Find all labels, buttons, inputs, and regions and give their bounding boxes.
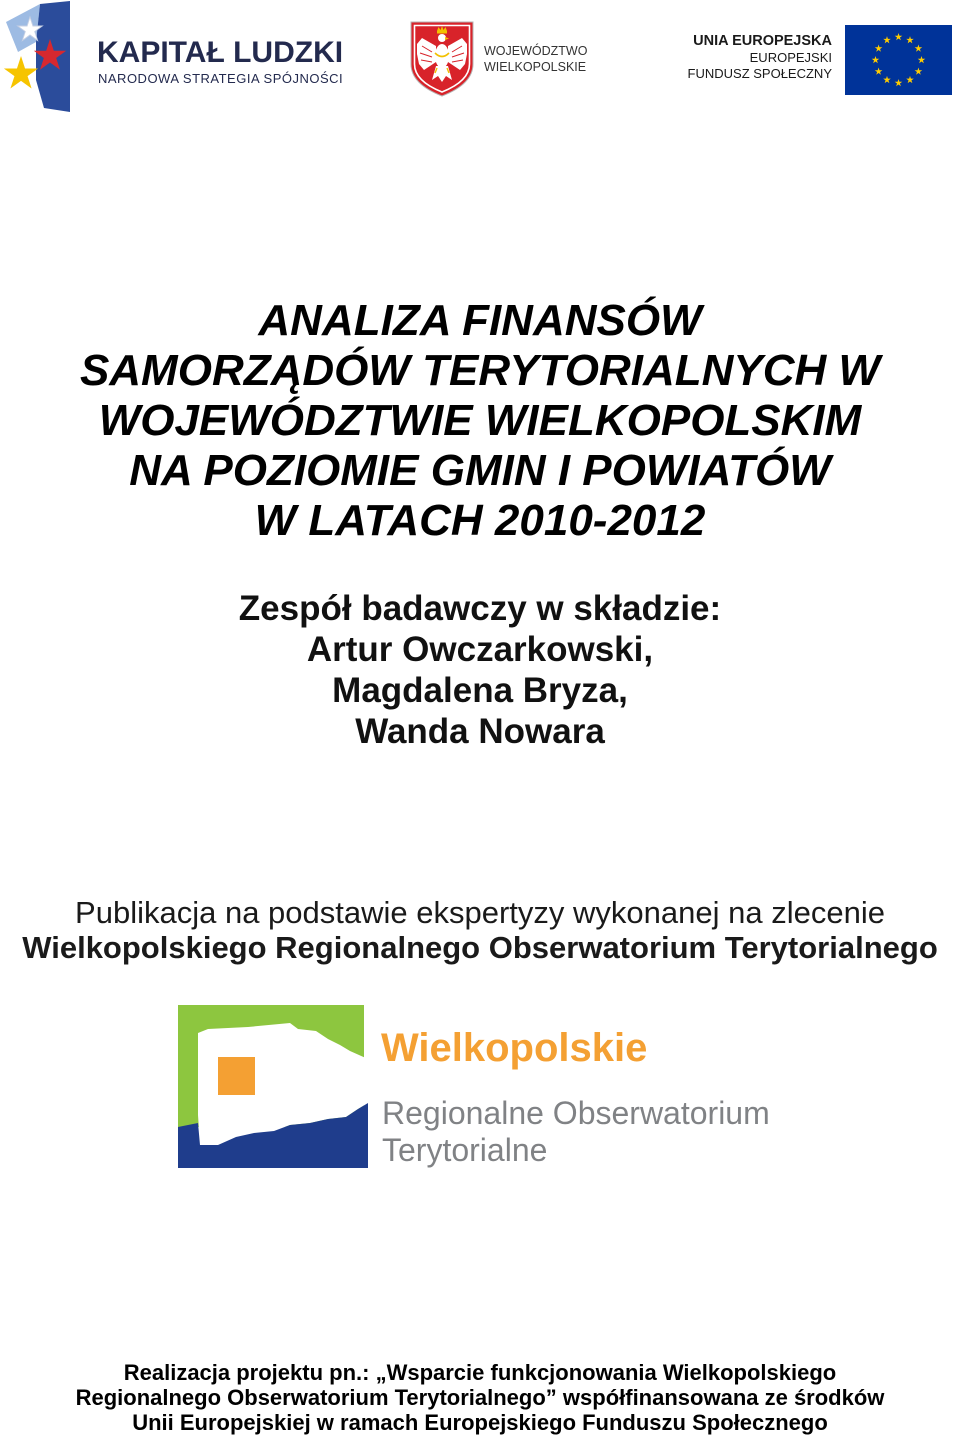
footer-line: Unii Europejskiej w ramach Europejskiego Funduszu Społecznego [132,1410,828,1435]
report-title [0,296,960,546]
team-heading: Zespół badawczy w składzie: [238,589,722,628]
wrot-logo-line1: Regionalne Obserwatorium [382,1095,770,1131]
kapital-ludzki-title: KAPITAŁ LUDZKI [97,36,344,69]
commission-note [0,895,960,965]
report-title-line: W LATACH 2010-2012 [254,496,706,545]
report-title-line: SAMORZĄDÓW TERYTORIALNYCH W [79,346,881,395]
wojewodztwo-line2: WIELKOPOLSKIE [484,60,587,74]
report-title-line: ANALIZA FINANSÓW [258,296,702,345]
eu-line3: FUNDUSZ SPOŁECZNY [687,66,832,81]
team-member: Wanda Nowara [355,712,605,751]
wrot-logo-name: Wielkopolskie [381,1026,648,1070]
eu-line1: UNIA EUROPEJSKA [693,33,832,49]
report-title-line: WOJEWÓDZTWIE WIELKOPOLSKIM [98,396,862,445]
footer-line: Regionalnego Obserwatorium Terytorialnego” współfinansowana ze środków [75,1385,885,1410]
wielkopolska-eagle-shield-icon [408,20,476,98]
footer-line: Realizacja projektu pn.: „Wsparcie funkcjonowania Wielkopolskiego [123,1360,837,1385]
commission-line1: Publikacja na podstawie ekspertyzy wykonanej na zlecenie [75,895,885,930]
team-member: Artur Owczarkowski, [306,630,654,669]
report-title-line: NA POZIOMIE GMIN I POWIATÓW [129,446,831,495]
commission-line2: Wielkopolskiego Regionalnego Obserwatorium Terytorialnego [22,930,938,965]
eu-line2: EUROPEJSKI [749,49,832,65]
eu-fund-label [688,33,832,83]
wojewodztwo-label [484,43,587,75]
kapital-ludzki-emblem-icon [0,0,75,115]
research-team [0,588,960,752]
wrot-logo-line2: Terytorialne [382,1132,548,1168]
kapital-ludzki-subtitle: NARODOWA STRATEGIA SPÓJNOŚCI [98,71,344,86]
team-member: Magdalena Bryza, [332,671,628,710]
wielkopolska-map-emblem-icon [178,1005,368,1170]
wojewodztwo-line1: WOJEWÓDZTWO [484,44,588,58]
project-funding-note [0,1360,960,1435]
eu-flag-icon [845,25,952,95]
